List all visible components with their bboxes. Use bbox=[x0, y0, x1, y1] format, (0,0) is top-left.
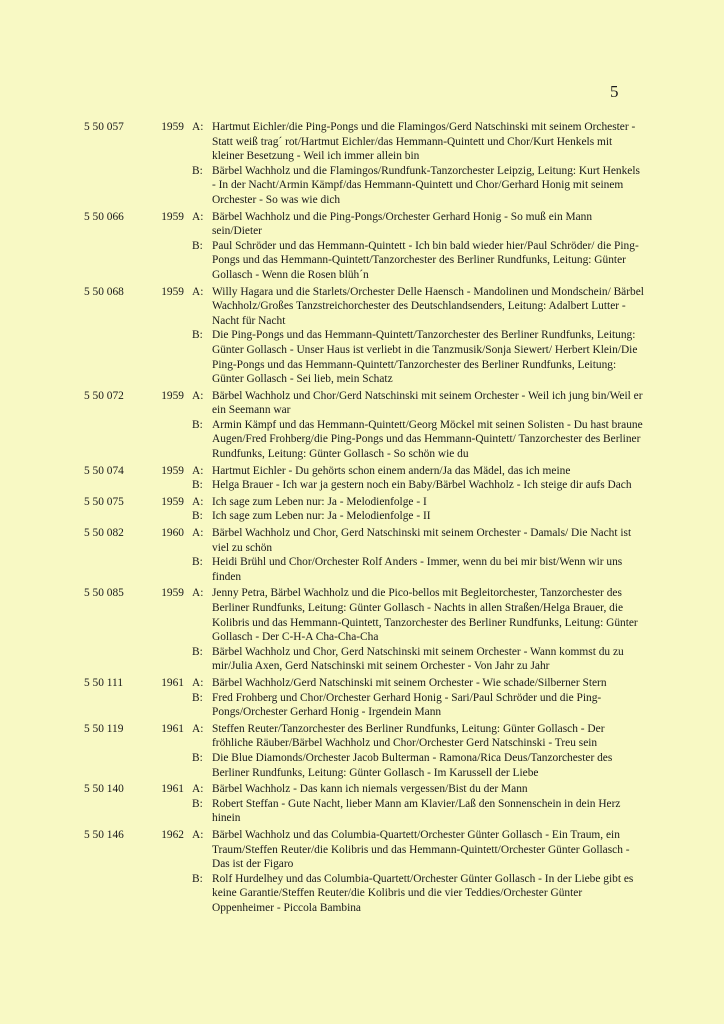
catalog-number: 5 50 068 bbox=[84, 285, 124, 298]
track-description: Rolf Hurdelhey und das Columbia-Quartett/Orchester Günter Gollasch - In der Liebe gibt es keine Garantie/Steffen Reuter/die Kolibris und die vier Teddies/Orchester Günter Oppenheimer - Piccola Bambina bbox=[212, 872, 634, 914]
catalog-number bbox=[84, 645, 142, 674]
page-number: 5 bbox=[610, 82, 619, 101]
release-year: 1959 bbox=[161, 495, 184, 508]
record-side-row bbox=[84, 586, 644, 644]
release-year bbox=[142, 509, 192, 524]
release-year: 1961 bbox=[161, 722, 184, 735]
catalog-number: 5 50 119 bbox=[84, 722, 124, 735]
record-side-row bbox=[84, 239, 644, 283]
record-entry bbox=[84, 495, 644, 524]
record-side-row bbox=[84, 164, 644, 208]
catalog-number bbox=[84, 555, 142, 584]
side-label: A: bbox=[192, 495, 204, 508]
side-label: B: bbox=[192, 418, 203, 431]
record-side-row bbox=[84, 509, 644, 524]
track-description: Die Blue Diamonds/Orchester Jacob Bulterman - Ramona/Rica Deus/Tanzorchester des Berliner Rundfunks, Leitung: Günter Gollasch - Im Karussell der Liebe bbox=[212, 751, 613, 779]
release-year: 1960 bbox=[161, 527, 184, 540]
side-label: A: bbox=[192, 828, 204, 841]
record-side-row bbox=[84, 120, 644, 164]
release-year: 1962 bbox=[161, 828, 184, 841]
record-entry bbox=[84, 389, 644, 462]
release-year: 1961 bbox=[161, 783, 184, 796]
side-label: B: bbox=[192, 691, 203, 704]
catalog-number bbox=[84, 478, 142, 493]
catalog-number: 5 50 140 bbox=[84, 783, 124, 796]
catalog-number bbox=[84, 691, 142, 720]
discography-list bbox=[84, 120, 644, 917]
record-side-row bbox=[84, 645, 644, 674]
track-description: Bärbel Wachholz und Chor, Gerd Natschinski mit seinem Orchester - Wann kommst du zu mir/Julia Axen, Gerd Natschinski mit seinem Orchester - Von Jahr zu Jahr bbox=[212, 645, 624, 673]
record-side-row bbox=[84, 722, 644, 751]
record-side-row bbox=[84, 464, 644, 479]
record-entry bbox=[84, 586, 644, 674]
side-label: A: bbox=[192, 676, 204, 689]
side-label: A: bbox=[192, 285, 204, 298]
record-side-row bbox=[84, 797, 644, 826]
side-label: B: bbox=[192, 645, 203, 658]
record-entry bbox=[84, 526, 644, 584]
track-description: Bärbel Wachholz - Das kann ich niemals vergessen/Bist du der Mann bbox=[212, 783, 528, 796]
release-year bbox=[142, 164, 192, 208]
release-year: 1959 bbox=[161, 464, 184, 477]
release-year: 1959 bbox=[161, 587, 184, 600]
side-label: B: bbox=[192, 872, 203, 885]
side-label: A: bbox=[192, 389, 204, 402]
catalog-number: 5 50 057 bbox=[84, 121, 124, 133]
side-label: B: bbox=[192, 329, 203, 342]
catalog-number: 5 50 074 bbox=[84, 464, 124, 477]
release-year: 1959 bbox=[161, 210, 184, 223]
record-entry bbox=[84, 210, 644, 283]
catalog-number: 5 50 075 bbox=[84, 495, 124, 508]
release-year bbox=[142, 691, 192, 720]
track-description: Steffen Reuter/Tanzorchester des Berliner Rundfunks, Leitung: Günter Gollasch - Der fröhliche Räuber/Bärbel Wachholz und Chor/Orchester Gerd Natschinski - Treu sein bbox=[212, 722, 605, 750]
track-description: Ich sage zum Leben nur: Ja - Melodienfolge - II bbox=[212, 510, 431, 523]
track-description: Bärbel Wachholz/Gerd Natschinski mit seinem Orchester - Wie schade/Silberner Stern bbox=[212, 676, 607, 689]
record-entry bbox=[84, 285, 644, 387]
record-side-row bbox=[84, 691, 644, 720]
record-entry bbox=[84, 464, 644, 493]
side-label: A: bbox=[192, 587, 204, 600]
catalog-number bbox=[84, 751, 142, 780]
side-label: B: bbox=[192, 556, 203, 569]
release-year bbox=[142, 418, 192, 462]
track-description: Robert Steffan - Gute Nacht, lieber Mann am Klavier/Laß den Sonnenschein in dein Herz hinein bbox=[212, 797, 621, 825]
record-entry bbox=[84, 828, 644, 916]
record-side-row bbox=[84, 210, 644, 239]
record-side-row bbox=[84, 828, 644, 872]
catalog-number: 5 50 085 bbox=[84, 587, 124, 600]
side-label: B: bbox=[192, 164, 203, 177]
record-entry bbox=[84, 120, 644, 208]
record-side-row bbox=[84, 389, 644, 418]
release-year bbox=[142, 555, 192, 584]
track-description: Hartmut Eichler/die Ping-Pongs und die Flamingos/Gerd Natschinski mit seinem Orchester - Statt weiß trag´ rot/Hartmut Eichler/das Hemmann-Quintett und Chor/Kurt Henkels mit kleiner Besetzung - Weil ich immer allein bin bbox=[212, 121, 636, 163]
track-description: Hartmut Eichler - Du gehörts schon einem andern/Ja das Mädel, das ich meine bbox=[212, 464, 571, 477]
track-description: Helga Brauer - Ich war ja gestern noch ein Baby/Bärbel Wachholz - Ich steige dir aufs Dach bbox=[212, 479, 632, 492]
record-side-row bbox=[84, 478, 644, 493]
catalog-number: 5 50 082 bbox=[84, 527, 124, 540]
side-label: A: bbox=[192, 121, 204, 133]
catalog-number bbox=[84, 872, 142, 916]
track-description: Armin Kämpf und das Hemmann-Quintett/Georg Möckel mit seinen Solisten - Du hast braune Augen/Fred Frohberg/die Ping-Pongs und das Hemmann-Quintett/ Tanzorchester des Berliner Rundfunks, Leitung: Günter Gollasch - So schön wie du bbox=[212, 418, 643, 461]
side-label: B: bbox=[192, 239, 203, 252]
catalog-number bbox=[84, 509, 142, 524]
side-label: B: bbox=[192, 751, 203, 764]
track-description: Bärbel Wachholz und die Flamingos/Rundfunk-Tanzorchester Leipzig, Leitung: Kurt Henkels - In der Nacht/Armin Kämpf/das Hemmann-Quintett und Chor/Gerhard Honig mit seinem Orchester - So was wie dich bbox=[212, 164, 640, 206]
side-label: B: bbox=[192, 797, 203, 810]
release-year: 1959 bbox=[161, 285, 184, 298]
track-description: Bärbel Wachholz und das Columbia-Quartett/Orchester Günter Gollasch - Ein Traum, ein Traum/Steffen Reuter/die Kolibris und das Hemmann-Quintett/Orchester Günter Gollasch - Das ist der Figaro bbox=[212, 828, 630, 871]
release-year bbox=[142, 872, 192, 916]
catalog-number bbox=[84, 797, 142, 826]
record-side-row bbox=[84, 676, 644, 691]
release-year: 1959 bbox=[161, 389, 184, 402]
side-label: A: bbox=[192, 527, 204, 540]
catalog-number bbox=[84, 418, 142, 462]
side-label: A: bbox=[192, 783, 204, 796]
release-year bbox=[142, 797, 192, 826]
catalog-number: 5 50 111 bbox=[84, 676, 124, 689]
track-description: Paul Schröder und das Hemmann-Quintett - Ich bin bald wieder hier/Paul Schröder/ die Ping-Pongs und das Hemmann-Quintett/Tanzorchester des Berliner Rundfunks, Leitung: Günter Gollasch - Wenn die Rosen blüh´n bbox=[212, 239, 639, 281]
record-side-row bbox=[84, 782, 644, 797]
record-entry bbox=[84, 722, 644, 780]
release-year bbox=[142, 239, 192, 283]
track-description: Bärbel Wachholz und die Ping-Pongs/Orchester Gerhard Honig - So muß ein Mann sein/Dieter bbox=[212, 210, 593, 238]
release-year bbox=[142, 645, 192, 674]
release-year: 1959 bbox=[161, 121, 184, 133]
side-label: B: bbox=[192, 479, 203, 492]
record-side-row bbox=[84, 418, 644, 462]
track-description: Bärbel Wachholz und Chor/Gerd Natschinski mit seinem Orchester - Weil ich jung bin/Weil er ein Seemann war bbox=[212, 389, 643, 417]
record-side-row bbox=[84, 555, 644, 584]
track-description: Ich sage zum Leben nur: Ja - Melodienfolge - I bbox=[212, 495, 427, 508]
record-entry bbox=[84, 782, 644, 826]
record-side-row bbox=[84, 495, 644, 510]
record-entry bbox=[84, 676, 644, 720]
catalog-number: 5 50 146 bbox=[84, 828, 124, 841]
track-description: Bärbel Wachholz und Chor, Gerd Natschinski mit seinem Orchester - Damals/ Die Nacht ist viel zu schön bbox=[212, 527, 632, 554]
release-year bbox=[142, 478, 192, 493]
track-description: Jenny Petra, Bärbel Wachholz und die Pico-bellos mit Begleitorchester, Tanzorchester des Berliner Rundfunks, Leitung: Günter Gollasch - Nachts in allen Straßen/Helga Brauer, die Kolibris und das Hemmann-Quintett, Tanzorchester des Berliner Rundfunks, Leitung: Günter Gollasch - Der C-H-A Cha-Cha-Cha bbox=[212, 587, 638, 644]
side-label: A: bbox=[192, 210, 204, 223]
track-description: Die Ping-Pongs und das Hemmann-Quintett/Tanzorchester des Berliner Rundfunks, Leitung: Günter Gollasch - Unser Haus ist verliebt in die Tanzmusik/Sonja Siewert/ Herbert Klein/Die Ping-Pongs und das Hemmann-Quintett/Tanzorchester des Berliner Rundfunks, Leitung: Günter Gollasch - Sei lieb, mein Schatz bbox=[212, 329, 638, 386]
release-year bbox=[142, 751, 192, 780]
catalog-number bbox=[84, 239, 142, 283]
release-year: 1961 bbox=[161, 676, 184, 689]
track-description: Heidi Brühl und Chor/Orchester Rolf Anders - Immer, wenn du bei mir bist/Wenn wir uns finden bbox=[212, 556, 623, 583]
catalog-number: 5 50 066 bbox=[84, 210, 124, 223]
track-description: Fred Frohberg und Chor/Orchester Gerhard Honig - Sari/Paul Schröder und die Ping-Pongs/Orchester Gerhard Honig - Irgendein Mann bbox=[212, 691, 602, 719]
record-side-row bbox=[84, 285, 644, 329]
record-side-row bbox=[84, 526, 644, 555]
record-side-row bbox=[84, 328, 644, 386]
side-label: B: bbox=[192, 510, 203, 523]
catalog-number bbox=[84, 164, 142, 208]
catalog-number: 5 50 072 bbox=[84, 389, 124, 402]
side-label: A: bbox=[192, 464, 204, 477]
record-side-row bbox=[84, 751, 644, 780]
side-label: A: bbox=[192, 722, 204, 735]
release-year bbox=[142, 328, 192, 386]
track-description: Willy Hagara und die Starlets/Orchester Delle Haensch - Mandolinen und Mondschein/ Bärbel Wachholz/Großes Tanzstreichorchester des Deutschlandsenders, Leitung: Adalbert Lutter - Nacht für Nacht bbox=[212, 285, 644, 327]
catalog-number bbox=[84, 328, 142, 386]
record-side-row bbox=[84, 872, 644, 916]
